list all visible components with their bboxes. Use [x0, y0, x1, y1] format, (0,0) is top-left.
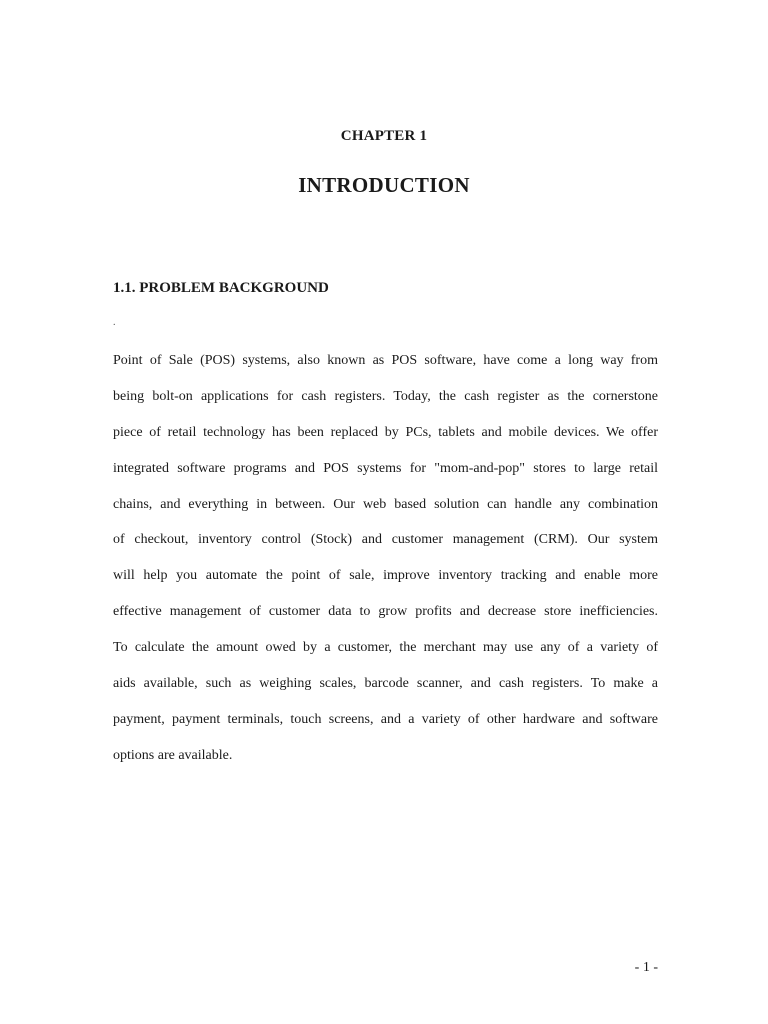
- paragraph-line: To calculate the amount owed by a customer, the merchant may use any of a variety of: [113, 640, 658, 656]
- chapter-title: INTRODUCTION: [298, 173, 470, 197]
- paragraph-line: will help you automate the point of sale, improve inventory tracking and enable more: [113, 568, 658, 584]
- paragraph-line: being bolt-on applications for cash registers. Today, the cash register as the cornerstone: [113, 388, 658, 404]
- paragraph-line: options are available.: [113, 747, 233, 763]
- paragraph-line: of checkout, inventory control (Stock) and customer management (CRM). Our system: [113, 532, 658, 548]
- stray-mark: .: [113, 317, 116, 328]
- paragraph-line: integrated software programs and POS systems for "mom-and-pop" stores to large retail: [113, 460, 658, 476]
- body-paragraph: [113, 346, 658, 777]
- paragraph-line: aids available, such as weighing scales, barcode scanner, and cash registers. To make a: [113, 676, 658, 692]
- chapter-label: CHAPTER 1: [340, 128, 428, 144]
- paragraph-line: chains, and everything in between. Our web based solution can handle any combination: [113, 496, 658, 512]
- paragraph-line: piece of retail technology has been replaced by PCs, tablets and mobile devices. We offer: [113, 424, 658, 440]
- page-number: - 1 -: [634, 960, 658, 975]
- paragraph-line: effective management of customer data to grow profits and decrease store inefficiencies.: [113, 604, 658, 620]
- paragraph-line: Point of Sale (POS) systems, also known as POS software, have come a long way from: [113, 353, 658, 368]
- section-heading: 1.1. PROBLEM BACKGROUND: [113, 280, 329, 296]
- paragraph-line: payment, payment terminals, touch screens, and a variety of other hardware and software: [113, 711, 658, 727]
